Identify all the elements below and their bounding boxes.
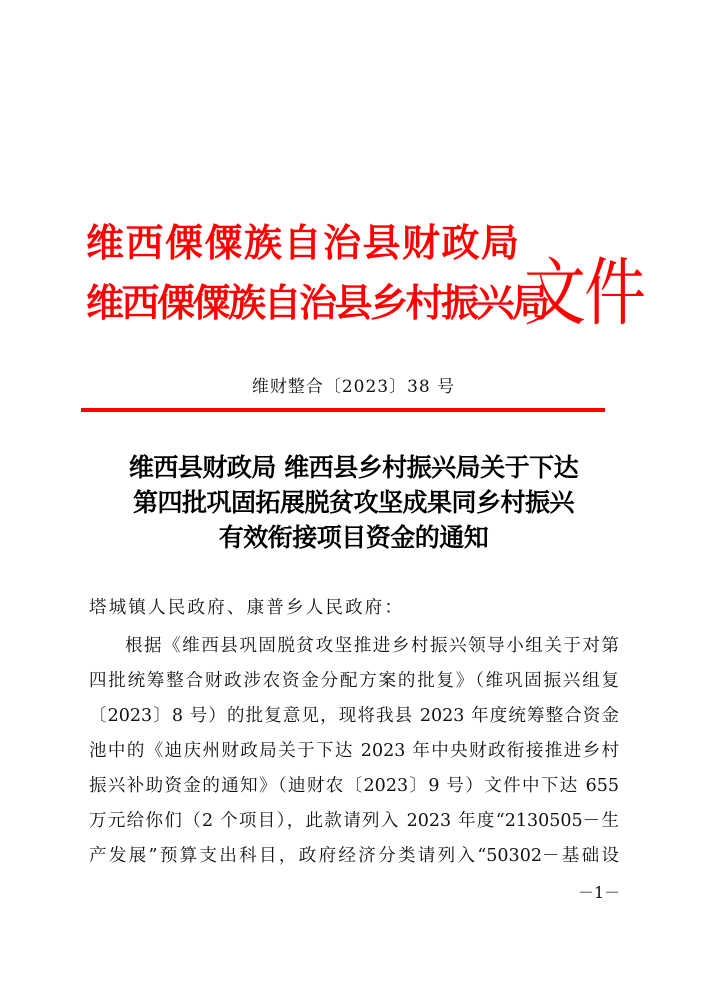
body-line: 根据《维西县巩固脱贫攻坚推进乡村振兴领导小组关于对第 xyxy=(125,636,619,656)
page-number: －1－ xyxy=(578,883,621,902)
title-line: 有效衔接项目资金的通知 xyxy=(218,523,489,552)
body-paragraph xyxy=(89,629,619,874)
body-line: 万元给你们（2 个项目），此款请列入 2023 年度“2130505－生 xyxy=(89,811,619,831)
document-title xyxy=(0,450,707,555)
body-line: 振兴补助资金的通知》（迪财农〔2023〕9 号）文件中下达 655 xyxy=(89,776,619,796)
body-line: 四批统筹整合财政涉农资金分配方案的批复》（维巩固振兴组复 xyxy=(89,671,619,691)
red-separator-line xyxy=(81,408,605,412)
body-line: 池中的《迪庆州财政局关于下达 2023 年中央财政衔接推进乡村 xyxy=(89,741,619,761)
body-line: 产发展”预算支出科目，政府经济分类请列入“50302－基础设 xyxy=(89,846,619,866)
red-header xyxy=(86,208,645,338)
salutation: 塔城镇人民政府、康普乡人民政府： xyxy=(89,598,405,618)
title-line: 维西县财政局 维西县乡村振兴局关于下达 xyxy=(128,453,579,482)
document-type-label: 文件 xyxy=(524,249,645,336)
issuing-org-rural-revitalization-bureau: 维西傈僳族自治县乡村振兴局 xyxy=(86,280,548,325)
document-number: 维财整合〔2023〕38 号 xyxy=(251,377,456,397)
issuing-org-finance-bureau: 维西傈僳族自治县财政局 xyxy=(86,220,521,265)
body-line: 〔2023〕8 号）的批复意见，现将我县 2023 年度统筹整合资金 xyxy=(89,706,619,726)
title-line: 第四批巩固拓展脱贫攻坚成果同乡村振兴 xyxy=(132,488,574,517)
